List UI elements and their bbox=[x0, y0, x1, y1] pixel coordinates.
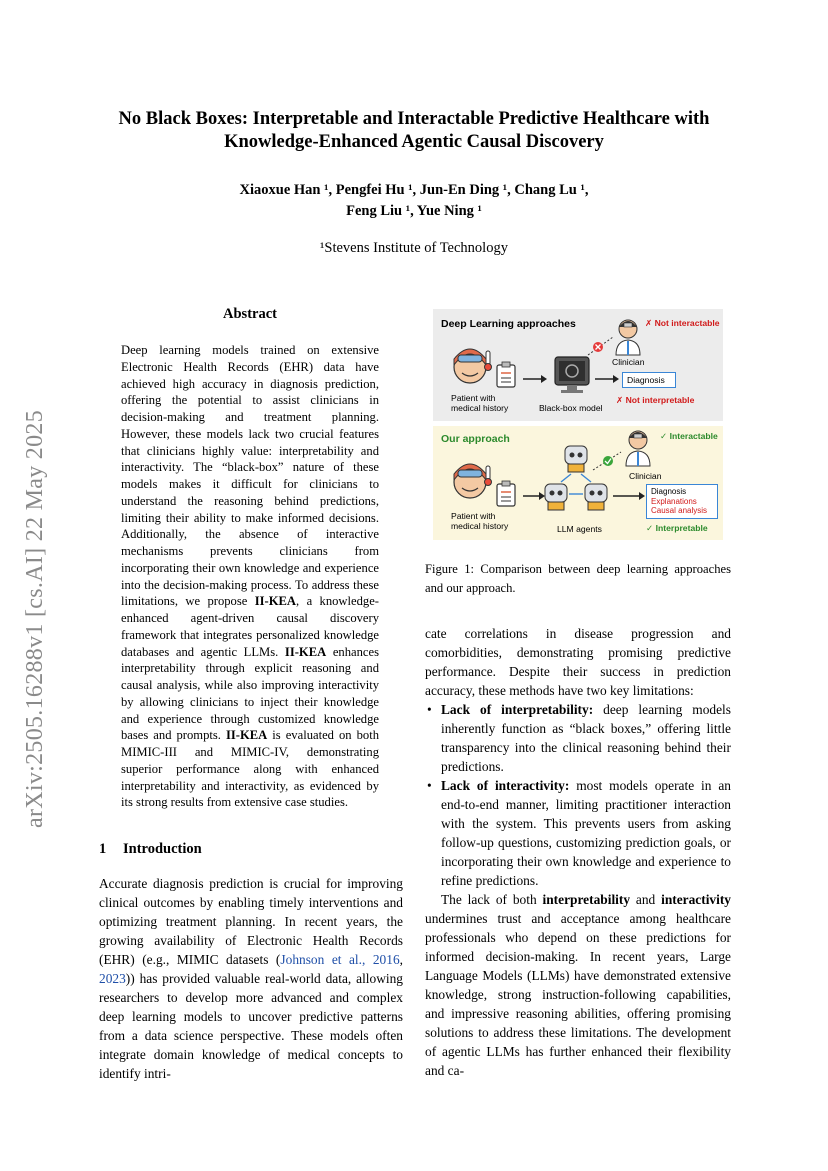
list-item-text: most models operate in an end-to-end manner, limiting practitioner interaction with the system. This prevents users from asking follow-up questions, customizing prediction goals, or incorporating their own knowledge and experience to refine predictions. bbox=[441, 778, 731, 888]
section-heading-introduction bbox=[99, 841, 202, 858]
intro-text-b: )) has provided valuable real-world data, allowing researchers to develop more advanced and complex deep learning models to uncover predictive patterns from a data science perspective. These models often integrate domain knowledge of medical concepts to identify intri- bbox=[99, 971, 403, 1081]
text-run: and bbox=[630, 892, 662, 907]
llm-agent-icon bbox=[545, 484, 567, 510]
citation-link[interactable]: 2023 bbox=[99, 971, 126, 986]
intro-left-column bbox=[99, 874, 403, 1083]
intro-right-column bbox=[425, 624, 731, 1080]
abstract-text-a: Deep learning models trained on extensive Electronic Health Records (EHR) data have achieved high accuracy in diagnosis prediction, offering the potential to assist clinicians in decision-making and treatment planning. However, these models lack two crucial features that clinicians highly value: interpretability and interactivity. The “black-box” nature of these models makes it difficult for clinicians to understand the reasoning behind predictions, limiting their ability to make informed decisions. Additionally, the absence of interactive mechanisms prevents clinicians from incorporating their own knowledge and experience into the decision-making process. To address these limitations, we propose bbox=[121, 343, 379, 609]
patient-icon bbox=[454, 349, 492, 383]
emphasis-text: interpretability bbox=[542, 892, 631, 907]
model-label: Black-box model bbox=[539, 403, 603, 413]
clinician-icon bbox=[626, 431, 650, 466]
arxiv-stamp: arXiv:2505.16288v1 [cs.AI] 22 May 2025 bbox=[22, 409, 48, 828]
abstract-text-d: is evaluated on both MIMIC-III and MIMIC-IV, demonstrating superior performance along with enhanced interpretability and interactivity, as evidenced by its strong results from extensive case studies. bbox=[121, 728, 379, 810]
list-item bbox=[425, 700, 731, 776]
agents-label: LLM agents bbox=[557, 524, 602, 534]
section-number: 1 bbox=[99, 841, 107, 857]
clinician-label: Clinician bbox=[612, 357, 645, 367]
diagnosis-line: Diagnosis bbox=[651, 487, 687, 496]
limitations-list bbox=[425, 700, 731, 890]
method-name: II-KEA bbox=[284, 644, 327, 659]
interpretable-label: ✓ Interpretable bbox=[646, 523, 708, 533]
title-line-1: No Black Boxes: Interpretable and Interactable Predictive Healthcare with bbox=[118, 109, 710, 129]
paper-title bbox=[60, 108, 768, 154]
bullet-icon: • bbox=[427, 702, 432, 717]
arrow-head-icon bbox=[639, 492, 645, 500]
diagnosis-explanations-box bbox=[646, 484, 718, 519]
medical-record-icon bbox=[497, 481, 515, 506]
method-name: II-KEA bbox=[254, 594, 297, 609]
text-run: The lack of both bbox=[441, 892, 543, 907]
not-interpretable-label: ✗ Not interpretable bbox=[616, 395, 695, 405]
authors-line-2: Feng Liu ¹, Yue Ning ¹ bbox=[346, 203, 482, 219]
abstract-body bbox=[121, 342, 379, 811]
diagnosis-box: Diagnosis bbox=[622, 372, 676, 388]
bullet-icon: • bbox=[427, 778, 432, 793]
not-interactable-label: ✗ Not interactable bbox=[645, 318, 720, 328]
figure-caption: Figure 1: Comparison between deep learning approaches and our approach. bbox=[425, 562, 731, 595]
arrow-head-icon bbox=[613, 375, 619, 383]
list-item-title: Lack of interactivity: bbox=[441, 778, 570, 793]
method-name: II-KEA bbox=[225, 728, 268, 743]
explanations-line: Explanations bbox=[651, 496, 697, 506]
title-line-2: Knowledge-Enhanced Agentic Causal Discovery bbox=[224, 132, 604, 152]
patient-label: Patient with medical history bbox=[451, 511, 509, 531]
list-item bbox=[425, 776, 731, 890]
arrow-head-icon bbox=[541, 375, 547, 383]
llm-agent-icon bbox=[565, 446, 587, 472]
approved-icon bbox=[593, 452, 621, 470]
clinician-label: Clinician bbox=[629, 471, 662, 481]
intro-paragraph bbox=[425, 890, 731, 1080]
list-item-text: deep learning models inherently function as “black boxes,” offering little transparency into the clinical reasoning behind their predictions. bbox=[441, 702, 731, 774]
patient-label: Patient with medical history bbox=[451, 393, 509, 413]
text-run: undermines trust and acceptance among healthcare professionals who depend on these predictions for informed decision-making. In recent years, Large Language Models (LLMs) have demonstrated extensive knowledge, strong instruction-following capabilities, and impressive reasoning abilities, offering promising solutions to address these limitations. The development of agentic LLMs has further enhanced their flexibility and ca- bbox=[425, 911, 731, 1078]
abstract-heading: Abstract bbox=[223, 306, 277, 322]
llm-agent-icon bbox=[585, 484, 607, 510]
authors-line-1: Xiaoxue Han ¹, Pengfei Hu ¹, Jun-En Ding ¹, Chang Lu ¹, bbox=[239, 182, 589, 198]
list-item-title: Lack of interpretability: bbox=[441, 702, 594, 717]
causal-analysis-line: Causal analysis bbox=[651, 506, 708, 515]
arrow-head-icon bbox=[539, 492, 545, 500]
blocked-icon bbox=[588, 337, 613, 355]
author-list bbox=[100, 180, 728, 222]
citation-separator: , bbox=[399, 952, 404, 967]
medical-record-icon bbox=[497, 362, 515, 387]
abstract-text-c: enhances interpretability through explicit reasoning and causal analysis, while also improving interactivity by allowing clinicians to inject their knowledge and experience through customized knowledge bases and prompts. bbox=[121, 644, 379, 743]
section-title: Introduction bbox=[123, 841, 202, 857]
emphasis-text: interactivity bbox=[661, 892, 731, 907]
abstract-text-b: , a knowledge-enhanced agent-driven causal discovery framework that integrates personalized knowledge databases and agentic LLMs. bbox=[121, 594, 379, 659]
intro-text-a: Accurate diagnosis prediction is crucial for improving clinical outcomes by enabling timely interventions and optimizing treatment planning. In recent years, the growing availability of Electronic Health Records (EHR) (e.g., MIMIC datasets ( bbox=[99, 876, 403, 967]
panel-title-our-approach: Our approach bbox=[441, 433, 510, 445]
citation-link[interactable]: Johnson et al., 2016 bbox=[280, 952, 400, 967]
agent-link-icon bbox=[581, 474, 591, 482]
patient-icon bbox=[454, 464, 492, 498]
interactable-label: ✓ Interactable bbox=[660, 431, 718, 441]
affiliation: ¹Stevens Institute of Technology bbox=[320, 240, 508, 256]
agent-link-icon bbox=[561, 474, 571, 482]
panel-title-deep-learning: Deep Learning approaches bbox=[441, 318, 576, 330]
black-box-model-icon bbox=[555, 357, 589, 393]
clinician-icon bbox=[616, 320, 640, 355]
intro-paragraph: cate correlations in disease progression and comorbidities, demonstrating promising predictive performance. Despite their success in prediction accuracy, these methods have two key limitations: bbox=[425, 626, 731, 698]
